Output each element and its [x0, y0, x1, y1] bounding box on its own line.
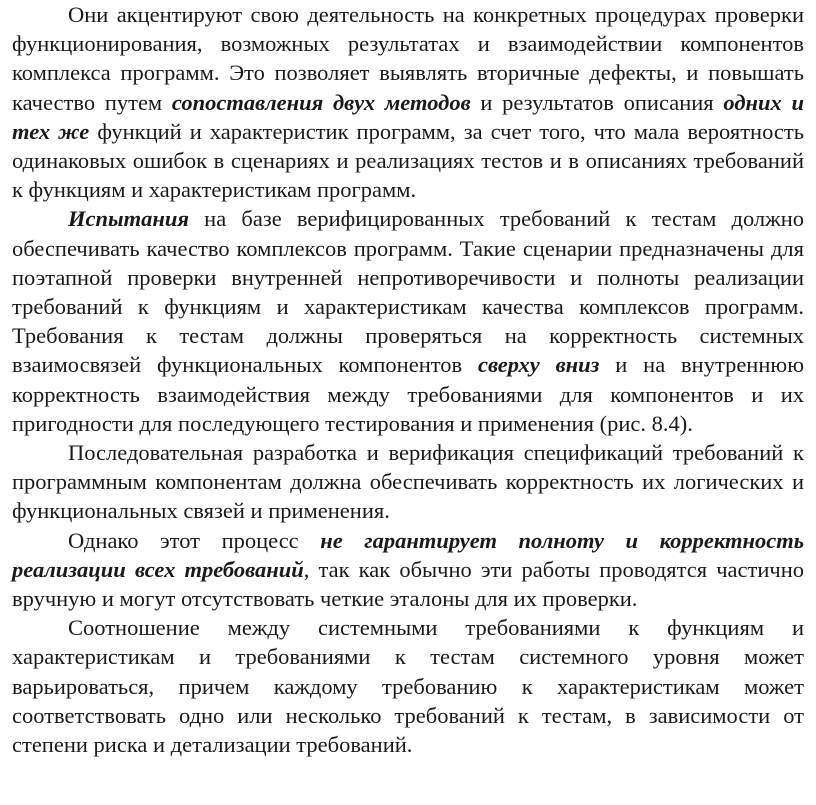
document-page — [12, 0, 804, 759]
paragraph-3-text: Последовательная разработка и верификация спецификаций требований к программным компонентам должна обеспечивать корректность их логических и функциональных связей и применения. — [12, 440, 804, 524]
paragraph-2-text: на базе верифицированных требований к тестам должно обеспечивать качество комплексов программ. Такие сценарии предназначены для поэтапной проверки внутренней непротиворечивости и полноты реализации требований к функциям и характеристикам качества комплексов программ. Требования к тестам должны проверяться на корректность системных взаимосвязей функциональных компонентов — [12, 206, 804, 378]
paragraph-4-text: Однако этот процесс — [68, 527, 321, 553]
paragraph-3 — [12, 438, 804, 526]
paragraph-1-text: и результатов описания — [470, 89, 724, 115]
emphasis-testing-term: Испытания — [68, 206, 189, 232]
emphasis-top-down: сверху вниз — [478, 352, 600, 378]
paragraph-2 — [12, 204, 804, 438]
paragraph-1-text: функций и характеристик программ, за счет того, что мала вероятность одинаковых ошибок в сценариях и реализациях тестов и в описаниях требований к функциям и характеристикам программ. — [12, 118, 804, 203]
emphasis-comparison-of-two-methods: сопоставления двух методов — [171, 89, 471, 115]
paragraph-4 — [12, 526, 804, 614]
emphasis-same-ones: одних и тех же — [12, 89, 804, 144]
paragraph-1 — [12, 0, 804, 204]
paragraph-4-text: , так как обычно эти работы проводятся частично вручную и могут отсутствовать четкие эталоны для их проверки. — [12, 556, 804, 612]
emphasis-no-guarantee: не гарантирует полноту и корректность реализации всех требований — [12, 527, 804, 582]
paragraph-1-text: Они акцентируют свою деятельность на конкретных процедурах проверки функционирования, возможных результатах и взаимодействии компонентов комплекса программ. Это позволяет выявлять вторичные дефекты, и повышать качество путем — [12, 2, 804, 115]
paragraph-5 — [12, 613, 804, 759]
paragraph-5-text: Соотношение между системными требованиями к функциям и характеристикам и требованиями к тестам системного уровня может варьироваться, причем каждому требованию к характеристикам может соответствовать одно или несколько требований к тестам, в зависимости от степени риска и детализации требований. — [12, 615, 804, 758]
paragraph-2-text: и на внутреннюю корректность взаимодействия между требованиями для компонентов и их пригодности для последующего тестирования и применения (рис. 8.4). — [12, 352, 805, 436]
